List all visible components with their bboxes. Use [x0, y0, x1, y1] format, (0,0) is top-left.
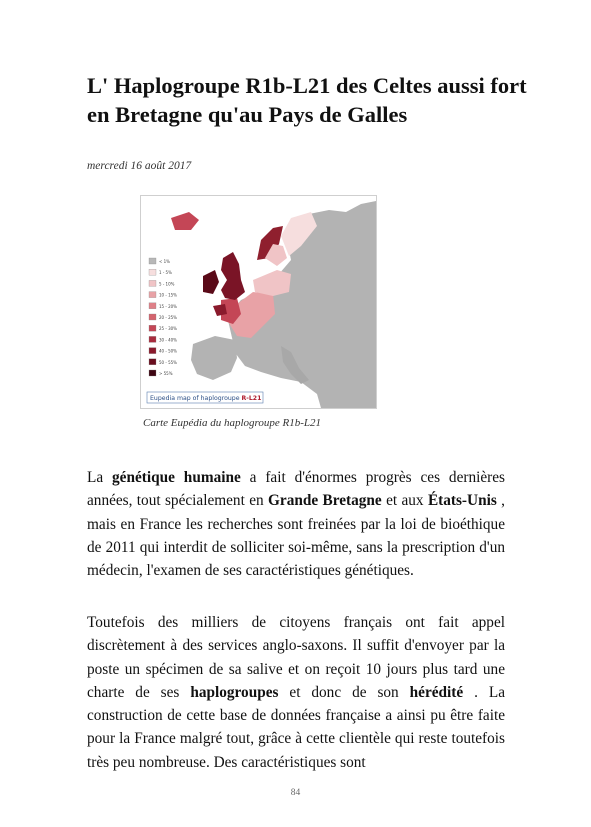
legend-swatch	[149, 269, 156, 275]
figure-caption: Carte Eupédia du haplogroupe R1b-L21	[143, 417, 322, 429]
link-genetique-humaine: génétique humaine	[112, 469, 241, 486]
legend-label: < 1%	[159, 259, 170, 264]
paragraph-2: Toutefois des milliers de citoyens français ont fait appel discrètement à des services anglo-saxons. Il suffit d'envoyer par la poste un spécimen de sa salive et on reçoit 10 jours plus tard une charte de ses haplogroupes et donc de son hérédité . La construction de cette base de données française a ainsi pu être faite pour la France malgré tout, grâce à cette clientèle qui reste toutefois très peu nombreuse. Des caractéristiques sont	[87, 614, 506, 771]
legend-label: 5 - 10%	[159, 281, 175, 287]
paragraph-1: La génétique humaine a fait d'énormes progrès ces dernières années, tout spécialement en Grande Bretagne et aux États-Unis , mais en France les recherches sont freinées par la loi de bioéthique de 2011 qui interdit de solliciter soi-même, sans la prescription d'un médecin, l'examen de ses caractéristiques génétiques.	[87, 469, 505, 580]
legend-label: 15 - 20%	[159, 303, 177, 309]
haplogroup-map-figure	[140, 195, 377, 409]
legend-label: 40 - 50%	[159, 348, 177, 354]
legend-swatch	[149, 325, 156, 331]
legend-label: 1 - 5%	[159, 270, 172, 276]
legend-swatch	[149, 258, 156, 264]
article-title: L' Haplogroupe R1b-L21 des Celtes aussi fort en Bretagne qu'au Pays de Galles	[87, 73, 527, 127]
legend-swatch	[149, 336, 156, 342]
legend-swatch	[149, 280, 156, 286]
map-badge-text: Eupedia map of haplogroupe R-L21	[150, 395, 262, 402]
link-grande-bretagne: Grande Bretagne	[268, 492, 382, 510]
legend-swatch	[149, 359, 156, 365]
legend-label: 20 - 25%	[159, 315, 177, 320]
legend-swatch	[149, 303, 156, 309]
legend-label: 30 - 40%	[159, 337, 177, 343]
legend-label: > 55%	[159, 371, 173, 376]
haplogroup-map	[141, 196, 376, 408]
legend-swatch	[149, 348, 156, 354]
article-date: mercredi 16 août 2017	[87, 160, 192, 172]
legend-label: 10 - 15%	[159, 292, 177, 298]
legend-swatch	[149, 292, 156, 298]
legend-label: 25 - 30%	[159, 326, 177, 332]
legend-label: 50 - 55%	[159, 359, 177, 365]
page-number: 84	[290, 788, 301, 798]
link-etats-unis: États-Unis	[427, 492, 497, 510]
link-heredite: hérédité	[409, 683, 464, 701]
legend-swatch	[149, 370, 156, 376]
link-haplogroupes: haplogroupes	[190, 683, 279, 701]
legend-swatch	[149, 314, 156, 320]
